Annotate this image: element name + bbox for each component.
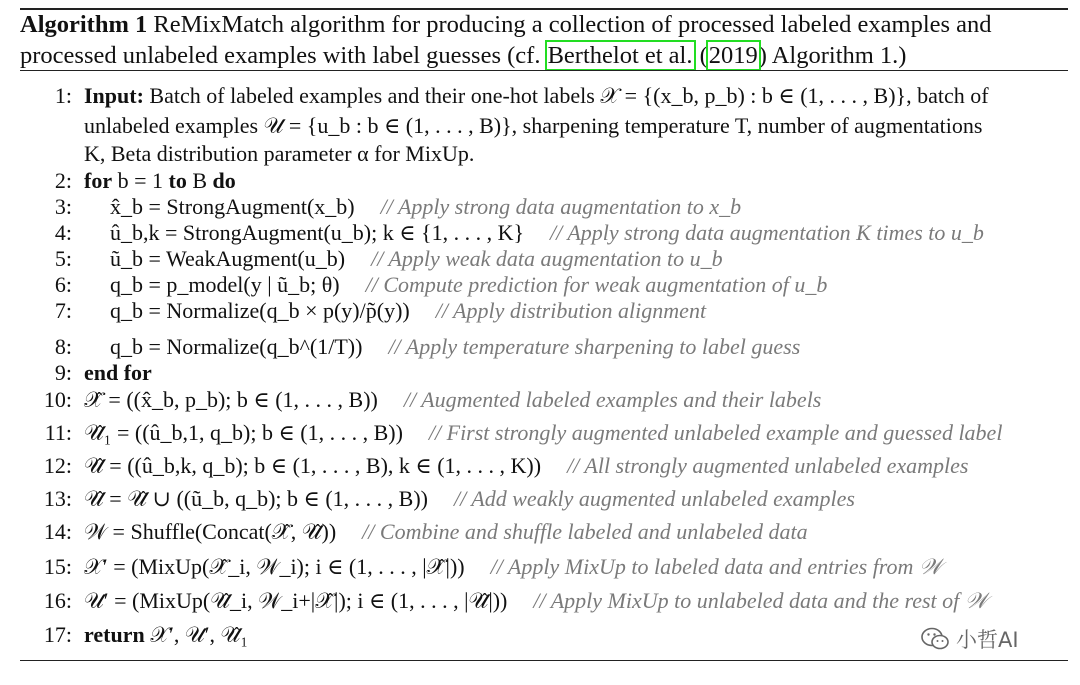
line-comment: // Apply strong data augmentation to x_b [380,194,742,219]
statement: 𝒰̂ = ((û_b,k, q_b); b ∈ (1, . . . , B), k ∈ (1, . . . , K)) [84,453,542,478]
statement: Batch of labeled examples and their one-hot labels 𝒳 = {(x_b, p_b) : b ∈ (1, . . . , B)}, batch of [143,83,989,108]
statement: 𝒰̂₁ = ((û_b,1, q_b); b ∈ (1, . . . , B)) [84,420,403,445]
line-number: 13: [43,486,72,511]
line-number: 9: [54,360,72,385]
statement: q_b = p_model(y | ũ_b; θ) [110,272,340,297]
line-body [84,588,988,614]
line-body [110,220,984,246]
statement: unlabeled examples 𝒰 = {u_b : b ∈ (1, . . . , B)}, sharpening temperature T, number of augmentations [84,113,983,138]
line-number: 8: [54,334,72,359]
line-body [110,194,741,220]
line-number: 16: [43,588,72,613]
statement: 𝒳′, 𝒰′, 𝒰̂₁ [144,622,249,647]
caption-rule [20,70,1068,71]
statement: 𝒰′ = (MixUp(𝒰̂_i, 𝒲_i+|𝒳̂|); i ∈ (1, . . . , |𝒰̂|)) [84,588,508,613]
line-number: 3: [54,194,72,219]
line-body [84,141,474,167]
line-number: 2: [54,168,72,193]
keyword: to [168,168,187,193]
algorithm-caption [20,9,1070,71]
line-body [84,168,236,194]
statement: B [186,168,213,193]
line-comment: // Augmented labeled examples and their labels [403,387,822,412]
citation-year-link[interactable]: 2019 [708,42,758,69]
line-comment: // Add weakly augmented unlabeled examples [453,486,855,511]
line-body [84,387,821,413]
statement: û_b,k = StrongAugment(u_b); k ∈ {1, . . . , K} [110,220,525,245]
line-comment: // Apply distribution alignment [435,298,707,323]
line-body [110,246,723,272]
line-number: 4: [54,220,72,245]
caption-text-a: ReMixMatch algorithm for producing a collection of processed labeled examples and [147,11,992,38]
line-comment: // Apply MixUp to labeled data and entries from 𝒲 [490,554,942,579]
line-body [84,453,969,479]
line-number: 6: [54,272,72,297]
statement: 𝒳̂ = ((x̂_b, p_b); b ∈ (1, . . . , B)) [84,387,378,412]
line-number: 5: [54,246,72,271]
line-body [110,272,827,298]
line-body [84,622,248,648]
caption-cite-mid: ( [693,42,708,69]
line-body [84,83,989,109]
statement: q_b = Normalize(q_b × p(y)/p̃(y)) [110,298,410,323]
line-comment: // First strongly augmented unlabeled example and guessed label [428,420,1003,445]
line-comment: // Apply MixUp to unlabeled data and the rest of 𝒲 [533,588,988,613]
line-number: 12: [43,453,72,478]
line-comment: // Apply weak data augmentation to u_b [371,246,723,271]
keyword: for [84,168,113,193]
line-body [84,113,982,139]
keyword: Input: [84,83,144,108]
line-body [84,420,1002,446]
line-comment: // Compute prediction for weak augmentation of u_b [365,272,828,297]
keyword: end for [84,360,152,385]
line-number: 17: [43,622,72,647]
caption-text-b: processed unlabeled examples with label guesses (cf. [20,42,547,69]
statement: ũ_b = WeakAugment(u_b) [110,246,346,271]
statement: 𝒲 = Shuffle(Concat(𝒳̂, 𝒰̂)) [84,519,337,544]
line-number: 14: [43,519,72,544]
line-number: 7: [54,298,72,323]
statement: K, Beta distribution parameter α for MixUp. [84,141,475,166]
citation-author-link[interactable]: Berthelot et al. [547,42,693,69]
line-comment: // Apply temperature sharpening to label guess [388,334,801,359]
watermark [920,624,1019,654]
statement: x̂_b = StrongAugment(x_b) [110,194,355,219]
statement: b = 1 [112,168,169,193]
line-number: 1: [54,83,72,108]
caption-label: Algorithm 1 [20,11,148,38]
statement: q_b = Normalize(q_b^(1/T)) [110,334,363,359]
bottom-rule [20,660,1068,661]
line-body [84,360,152,386]
line-body [110,298,706,324]
line-comment: // Apply strong data augmentation K times to u_b [550,220,984,245]
keyword: return [84,622,145,647]
line-body [84,554,942,580]
line-body [84,486,855,512]
watermark-text: 小哲AI [956,628,1019,652]
line-number: 11: [44,420,72,445]
statement: 𝒰̂ = 𝒰̂ ∪ ((ũ_b, q_b); b ∈ (1, . . . , B)) [84,486,428,511]
statement: 𝒳′ = (MixUp(𝒳̂_i, 𝒲_i); i ∈ (1, . . . , |𝒳̂|)) [84,554,465,579]
wechat-icon [920,626,950,652]
line-number: 15: [43,554,72,579]
line-body [110,334,800,360]
line-body [84,519,808,545]
line-comment: // All strongly augmented unlabeled examples [567,453,969,478]
line-comment: // Combine and shuffle labeled and unlabeled data [362,519,808,544]
keyword: do [212,168,236,193]
line-number: 10: [43,387,72,412]
caption-text-c: ) Algorithm 1.) [758,42,907,69]
